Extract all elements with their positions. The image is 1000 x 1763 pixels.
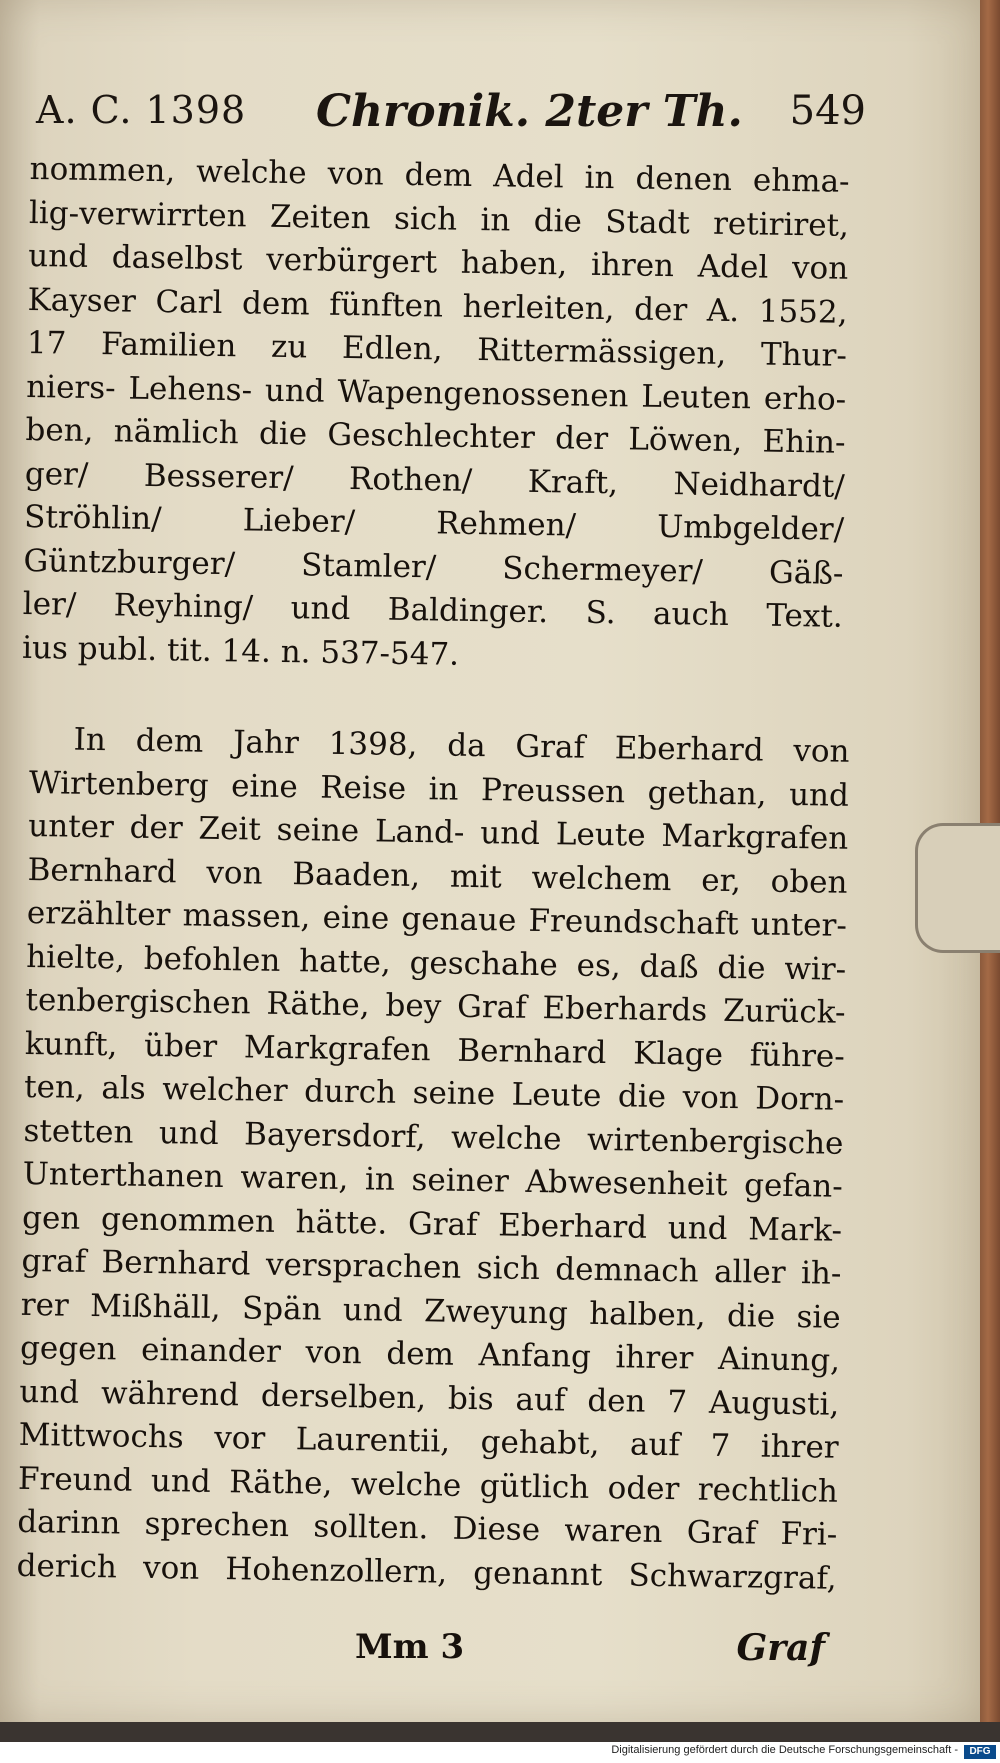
- text-line: 17 Familien zu Edlen, Rittermässigen, Thur-: [26, 324, 848, 374]
- text-line: Kayser Carl dem fünften herleiten, der A. 1552,: [27, 281, 848, 331]
- text-line: ius publ. tit. 14. n. 537-547.: [21, 629, 460, 673]
- credit-text: Digitalisierung gefördert durch die Deutsche Forschungsgemeinschaft -: [611, 1744, 958, 1756]
- text-line: derich von Hohenzollern, genannt Schwarzgraf,: [16, 1547, 837, 1597]
- text-line: graf Bernhard versprachen sich demnach aller ih-: [21, 1242, 842, 1292]
- text-line: ben, nämlich die Geschlechter der Löwen, Ehin-: [25, 411, 846, 461]
- text-line: ten, als welcher durch seine Leute die von Dorn-: [23, 1068, 845, 1118]
- text-line: kunft, über Markgrafen Bernhard Klage führe-: [24, 1025, 846, 1075]
- clip-tab: [915, 823, 1000, 953]
- paragraph-1398: [16, 718, 850, 1601]
- text-line: tenbergischen Räthe, bey Graf Eberhards Zurück-: [25, 981, 846, 1031]
- text-line: erzählter massen, eine genaue Freundschaft unter-: [26, 894, 848, 944]
- text-line: Bernhard von Baaden, mit welchem er, oben: [27, 851, 848, 901]
- text-line: Wirtenberg eine Reise in Preussen gethan, und: [28, 764, 850, 814]
- page-number: 549: [789, 88, 866, 134]
- text-line: ler/ Reyhing/ und Baldinger. S. auch Text.: [22, 585, 844, 635]
- text-line: und daselbst verbürgert haben, ihren Adel von: [28, 237, 849, 287]
- text-line: stetten und Bayersdorf, welche wirtenbergische: [23, 1112, 844, 1162]
- text-line: gegen einander von dem Anfang ihrer Ainung,: [19, 1329, 841, 1379]
- text-line: gen genommen hätte. Graf Eberhard und Mark-: [21, 1199, 843, 1249]
- catchword: Graf: [736, 1627, 825, 1669]
- header-title: Chronik. 2ter Th.: [316, 86, 743, 137]
- signature-mark: Mm 3: [355, 1627, 465, 1667]
- paragraph-continuation: [22, 148, 850, 683]
- text-line: niers- Lehens- und Wapengenossenen Leuten erho-: [25, 368, 847, 418]
- text-line: lig-verwirrten Zeiten sich in die Stadt retiriret,: [28, 194, 850, 244]
- text-line: Mittwochs vor Laurentii, gehabt, auf 7 ihrer: [18, 1416, 839, 1466]
- dfg-logo: DFG: [964, 1745, 996, 1759]
- page-footer: [355, 1627, 825, 1677]
- text-line: Unterthanen waren, in seiner Abwesenheit gefan-: [22, 1155, 844, 1205]
- credit-bar: [0, 1742, 1000, 1763]
- running-header: [36, 86, 866, 144]
- text-line: Freund und Räthe, welche gütlich oder rechtlich: [17, 1460, 839, 1510]
- text-line: rer Mißhäll, Spän und Zweyung halben, die sie: [20, 1286, 841, 1336]
- text-line: nommen, welche von dem Adel in denen ehma-: [29, 150, 850, 200]
- text-line: hielte, befohlen hatte, geschahe es, daß die wir-: [25, 938, 847, 988]
- header-year: A. C. 1398: [36, 88, 247, 132]
- text-line: Ströhlin/ Lieber/ Rehmen/ Umbgelder/: [23, 498, 845, 548]
- text-line: Güntzburger/ Stamler/ Schermeyer/ Gäß-: [23, 542, 844, 592]
- text-line: ger/ Besserer/ Rothen/ Kraft, Neidhardt/: [24, 455, 846, 505]
- text-line: In dem Jahr 1398, da Graf Eberhard von: [73, 721, 850, 770]
- text-line: darinn sprechen sollten. Diese waren Graf Fri-: [17, 1503, 838, 1553]
- text-line: und während derselben, bis auf den 7 Augusti,: [19, 1373, 840, 1423]
- text-line: unter der Zeit seine Land- und Leute Markgrafen: [28, 807, 849, 857]
